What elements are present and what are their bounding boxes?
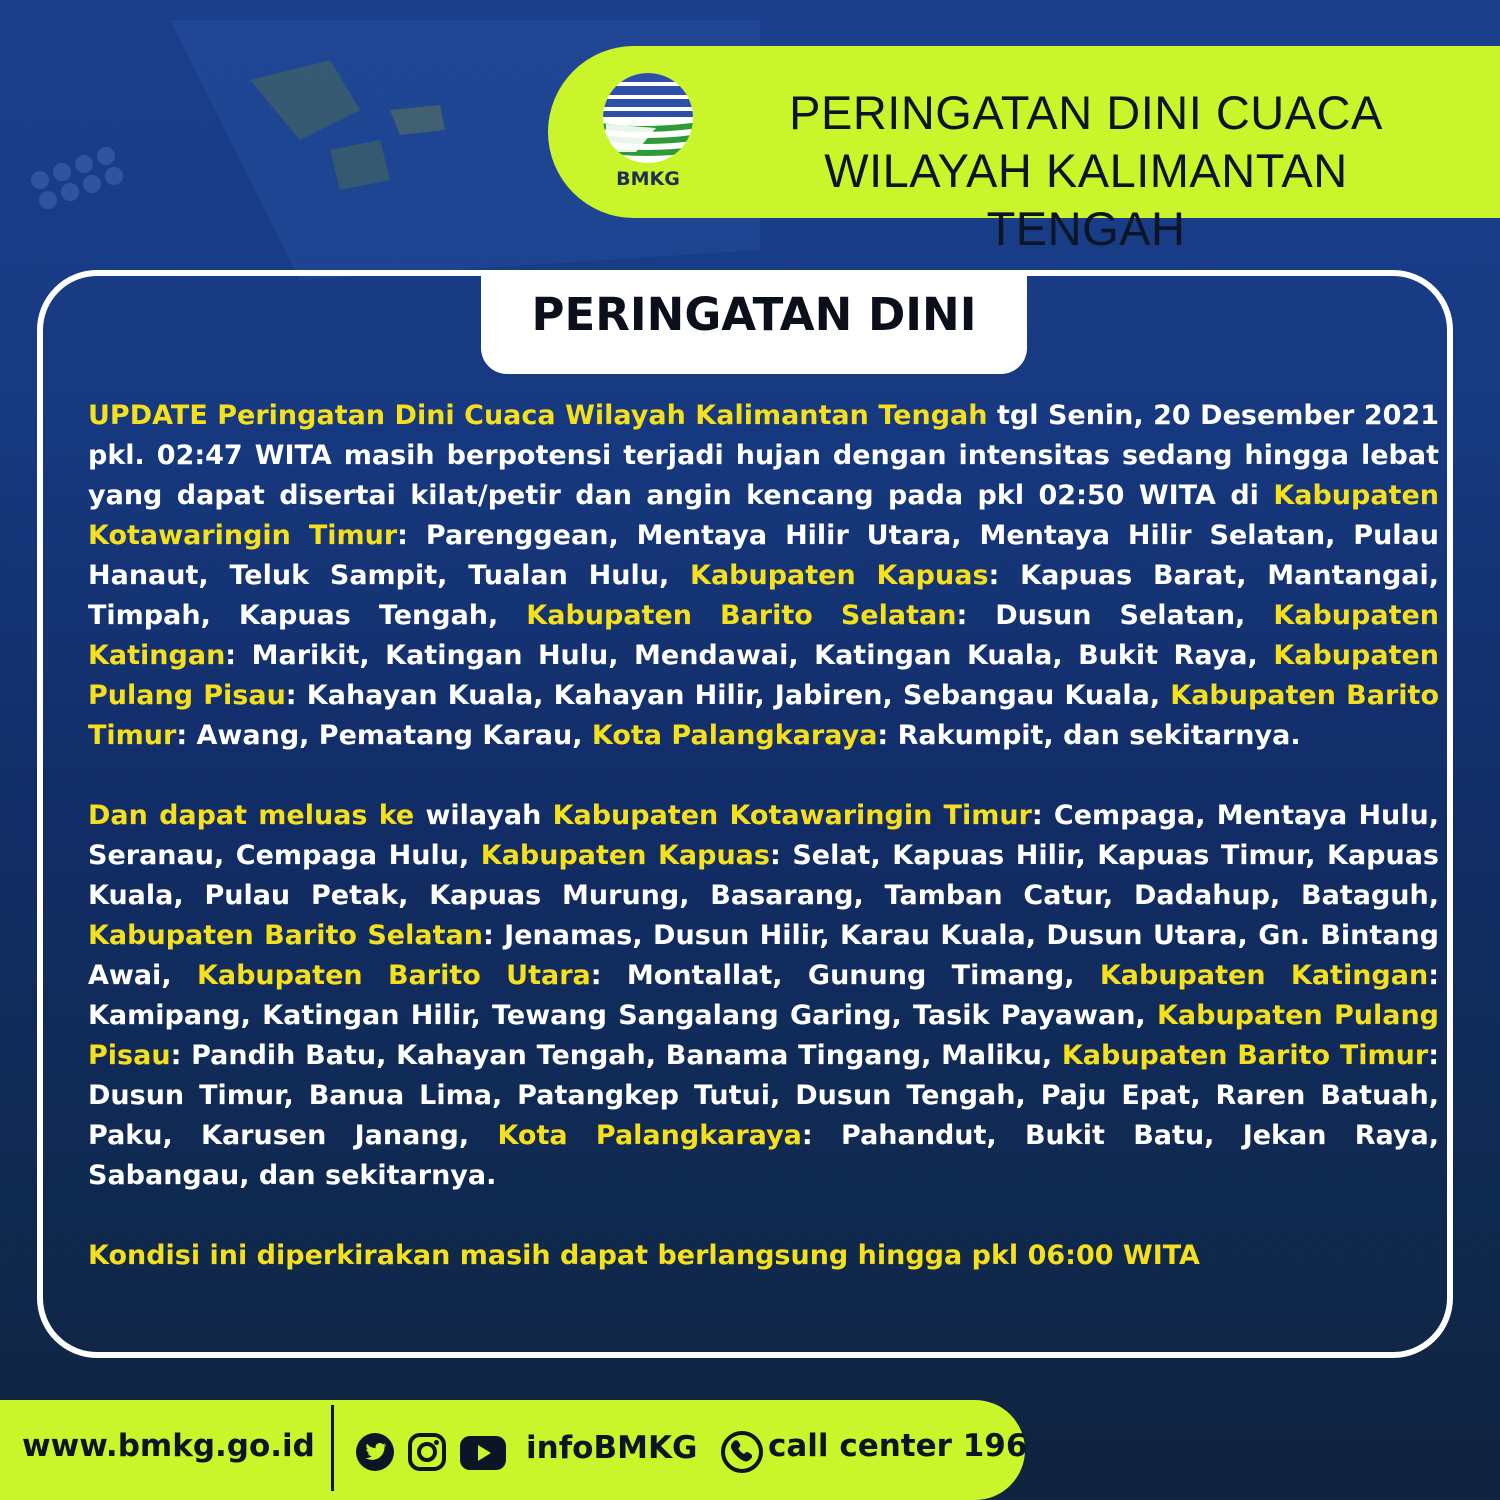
body-text-segment: : Pandih Batu, Kahayan Tengah, Banama Tingang, Maliku, [170, 1040, 1062, 1071]
body-text-segment: : Marikit, Katingan Hulu, Mendawai, Katingan Kuala, Bukit Raya, [225, 640, 1274, 671]
warning-paragraph-1 [88, 396, 1439, 756]
warning-closing: Kondisi ini diperkirakan masih dapat berlangsung hingga pkl 06:00 WITA [88, 1240, 1200, 1271]
highlighted-text: Kabupaten Katingan [1099, 960, 1429, 991]
bmkg-logo [596, 72, 700, 196]
header-title [728, 84, 1444, 258]
body-text-segment: : Awang, Pematang Karau, [176, 720, 592, 751]
call-center: call center 196 [768, 1428, 1028, 1464]
phone-icon [720, 1430, 764, 1474]
highlighted-text: Kota Palangkaraya [497, 1120, 802, 1151]
body-text-segment: : Dusun Selatan, [956, 600, 1274, 631]
highlighted-text: UPDATE Peringatan Dini Cuaca Wilayah Kalimantan Tengah [88, 400, 988, 431]
highlighted-text: Kabupaten Katingan [88, 600, 1440, 671]
body-text-segment: : Kapuas Barat, Mantangai, Timpah, Kapuas Tengah, [88, 560, 1440, 631]
warning-body [88, 396, 1439, 1276]
bmkg-logo-icon [596, 72, 700, 168]
body-text-segment: : Kahayan Kuala, Kahayan Hilir, Jabiren, Sebangau Kuala, [285, 680, 1171, 711]
body-text-segment: : Pahandut, Bukit Batu, Jekan Raya, Sabangau, dan sekitarnya. [88, 1120, 1440, 1191]
highlighted-text: Kabupaten Kotawaringin Timur [552, 800, 1032, 831]
youtube-icon[interactable] [460, 1436, 506, 1470]
body-text-segment: : Jenamas, Dusun Hilir, Karau Kuala, Dusun Utara, Gn. Bintang Awai, [88, 920, 1440, 991]
warning-paragraph-2 [88, 796, 1439, 1196]
highlighted-text: Kabupaten Kapuas [690, 560, 989, 591]
highlighted-text: Kota Palangkaraya [591, 720, 878, 751]
body-text-segment: : Parenggean, Mentaya Hilir Utara, Mentaya Hilir Selatan, Pulau Hanaut, Teluk Sampit, Tualan Hulu, [88, 520, 1439, 591]
highlighted-text: Kabupaten Barito Selatan [526, 600, 957, 631]
body-text-segment: : Selat, Kapuas Hilir, Kapuas Timur, Kapuas Kuala, Pulau Petak, Kapuas Murung, Basarang, Tamban Catur, Dadahup, Bataguh, [88, 840, 1439, 911]
highlighted-text: Kabupaten Barito Selatan [88, 920, 483, 951]
body-text-segment: : Dusun Timur, Banua Lima, Patangkep Tutui, Dusun Tengah, Paju Epat, Raren Batuah, Paku, Karusen Janang, [88, 1040, 1439, 1151]
twitter-icon[interactable] [355, 1432, 395, 1472]
highlighted-text: Kabupaten Barito Timur [88, 680, 1439, 751]
highlighted-text: Kabupaten Kapuas [480, 840, 770, 871]
body-text-segment: wilayah [414, 800, 553, 831]
body-text-segment: : Montallat, Gunung Timang, [590, 960, 1100, 991]
header-title-line1: PERINGATAN DINI CUACA [789, 86, 1383, 139]
footer-divider [331, 1405, 334, 1491]
card-title: PERINGATAN DINI [531, 288, 977, 341]
website-link[interactable]: www.bmkg.go.id [22, 1428, 315, 1464]
body-text-segment: : Kamipang, Katingan Hilir, Tewang Sangalang Garing, Tasik Payawan, [88, 960, 1440, 1031]
highlighted-text: Dan dapat meluas ke [88, 800, 415, 831]
highlighted-text: Kabupaten Pulang Pisau [88, 1000, 1439, 1071]
body-text-segment: tgl Senin, 20 Desember 2021 pkl. 02:47 WITA masih berpotensi terjadi hujan dengan intensitas sedang hingga lebat yang dapat disertai kilat/petir dan angin kencang pada pkl 02:50 WITA di [88, 400, 1439, 511]
instagram-icon[interactable] [407, 1432, 447, 1472]
body-text-segment: : Rakumpit, dan sekitarnya. [877, 720, 1301, 751]
highlighted-text: Kabupaten Barito Timur [1061, 1040, 1429, 1071]
logo-text: BMKG [616, 168, 680, 190]
body-text-segment: : Cempaga, Mentaya Hulu, Seranau, Cempaga Hulu, [88, 800, 1439, 871]
card-title-tab [481, 276, 1027, 374]
highlighted-text: Kabupaten Barito Utara [196, 960, 591, 991]
header-title-line2: WILAYAH KALIMANTAN TENGAH [824, 144, 1348, 255]
highlighted-text: Kabupaten Pulang Pisau [88, 640, 1439, 711]
social-handle[interactable]: infoBMKG [526, 1430, 698, 1466]
highlighted-text: Kabupaten Kotawaringin Timur [88, 480, 1439, 551]
